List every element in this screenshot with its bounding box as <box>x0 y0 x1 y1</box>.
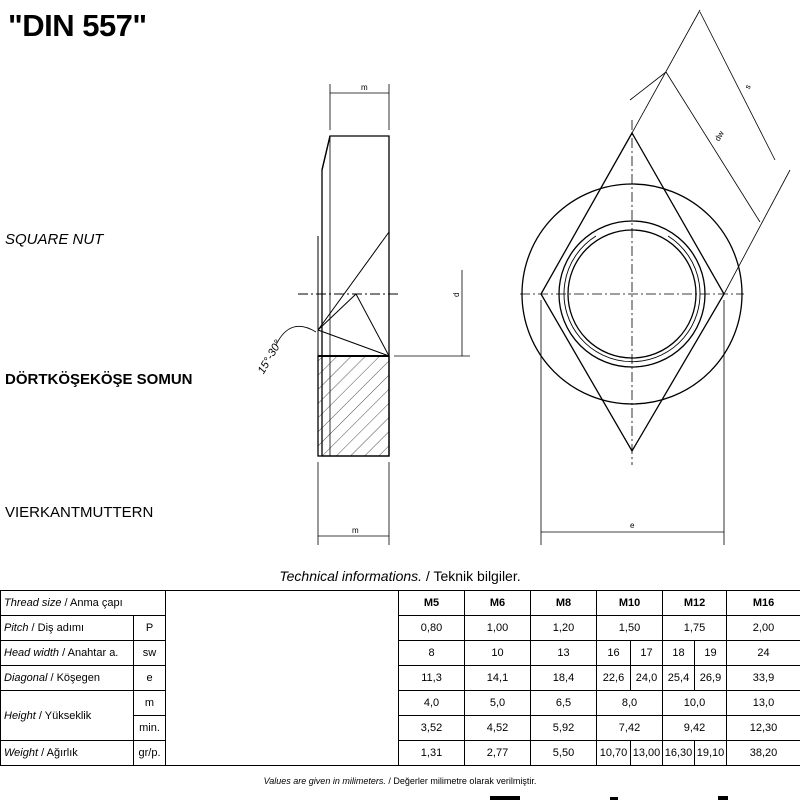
table-row: Thread size / Anma çapı M5 M6 M8 M10 M12 M16 <box>1 591 800 616</box>
watermark-area <box>166 591 399 766</box>
cell-label-en: Head width <box>4 647 60 659</box>
table-row: Weight / Ağırlık gr/p. 1,31 2,77 5,50 10,70 13,00 16,30 19,10 38,20 <box>1 741 800 766</box>
cell-label-en: Pitch <box>4 622 29 634</box>
table-cell: 1,00 <box>465 616 531 641</box>
spec-table <box>0 590 800 766</box>
cell-symbol: gr/p. <box>134 741 166 766</box>
cell-label-tr: Yükseklik <box>44 709 92 722</box>
cell-symbol: e <box>134 666 166 691</box>
table-cell: 1,50 <box>597 616 663 641</box>
caption-turkish: Teknik bilgiler. <box>433 568 521 584</box>
table-cell: M12 <box>663 591 727 616</box>
page-title: "DIN 557" <box>8 8 147 43</box>
table-cell: 25,4 <box>663 666 695 691</box>
label-german: VIERKANTMUTTERN <box>5 504 154 521</box>
table-caption <box>0 568 800 584</box>
table-cell: 16,30 <box>663 741 695 766</box>
table-cell: 3,52 <box>399 716 465 741</box>
table-cell: 2,77 <box>465 741 531 766</box>
cell-label-tr: Ağırlık <box>46 747 78 759</box>
table-cell: 1,31 <box>399 741 465 766</box>
table-cell: 24,0 <box>631 666 663 691</box>
chamfer-angle: 15°-30° <box>255 338 285 377</box>
footnote-separator: / <box>385 776 394 786</box>
cell-symbol: P <box>134 616 166 641</box>
cell-label-en: Diagonal <box>4 672 48 684</box>
table-cell: 1,20 <box>531 616 597 641</box>
table-cell: 8,0 <box>597 691 663 716</box>
table-cell: M16 <box>727 591 800 616</box>
table-cell: 7,42 <box>597 716 663 741</box>
table-cell: 8 <box>399 641 465 666</box>
table-cell: 17 <box>631 641 663 666</box>
dim-e: e <box>630 521 635 530</box>
dim-s: s <box>742 82 753 91</box>
table-cell: 22,6 <box>597 666 631 691</box>
cell-label-en: Weight <box>4 747 39 759</box>
label-turkish: DÖRTKÖŞEKÖŞE SOMUN <box>5 371 193 388</box>
table-cell: 0,80 <box>399 616 465 641</box>
table-cell: 2,00 <box>727 616 800 641</box>
table-cell: 10 <box>465 641 531 666</box>
table-cell: 13,00 <box>631 741 663 766</box>
table-cell: 4,0 <box>399 691 465 716</box>
caption-separator: / <box>422 568 434 584</box>
table-row: Pitch / Diş adımı P 0,80 1,00 1,20 1,50 1,75 2,00 <box>1 616 800 641</box>
table-cell: M10 <box>597 591 663 616</box>
cell-symbol: min. <box>134 716 166 741</box>
caption-english: Technical informations. <box>279 568 423 584</box>
table-row: Height / Yükseklik m 4,0 5,0 6,5 8,0 10,0 13,0 <box>1 691 800 716</box>
cell-symbol: m <box>134 691 166 716</box>
table-cell: 26,9 <box>695 666 727 691</box>
table-cell: 14,1 <box>465 666 531 691</box>
cell-label-tr: Diş adımı <box>37 622 85 634</box>
table-cell: 19 <box>695 641 727 666</box>
footnote-english: Values are given in milimeters. <box>263 776 386 786</box>
table-cell: M5 <box>399 591 465 616</box>
table-cell: M8 <box>531 591 597 616</box>
dim-m-top: m <box>361 83 368 92</box>
table-cell: 5,0 <box>465 691 531 716</box>
table-cell: 6,5 <box>531 691 597 716</box>
label-english: SQUARE NUT <box>5 231 104 248</box>
table-cell: 33,9 <box>727 666 800 691</box>
dim-dw: dw <box>712 129 726 143</box>
table-cell: 18 <box>663 641 695 666</box>
cell-label-en: Height <box>4 709 36 722</box>
dim-m-bottom: m <box>352 526 359 535</box>
table-cell: 4,52 <box>465 716 531 741</box>
cell-label-tr: Anma çapı <box>70 597 123 609</box>
table-cell: 12,30 <box>727 716 800 741</box>
cell-label-tr: Köşegen <box>56 672 101 684</box>
table-cell: 24 <box>727 641 800 666</box>
cell-label-tr: Anahtar a. <box>67 647 119 659</box>
table-cell: 1,75 <box>663 616 727 641</box>
side-view <box>276 84 470 545</box>
table-cell: 5,50 <box>531 741 597 766</box>
table-cell: 13 <box>531 641 597 666</box>
table-cell: 19,10 <box>695 741 727 766</box>
table-cell: 11,3 <box>399 666 465 691</box>
footnote <box>0 776 800 786</box>
table-cell: 16 <box>597 641 631 666</box>
table-row: Head width / Anahtar a. sw 8 10 13 16 17 18 19 24 <box>1 641 800 666</box>
table-cell: 18,4 <box>531 666 597 691</box>
cell-label-en: Thread size <box>4 597 62 609</box>
bottom-decoration <box>0 796 800 800</box>
table-cell: 13,0 <box>727 691 800 716</box>
footnote-turkish: Değerler milimetre olarak verilmiştir. <box>393 776 537 786</box>
cell-symbol: sw <box>134 641 166 666</box>
table-cell: 38,20 <box>727 741 800 766</box>
dim-d: d <box>452 292 461 297</box>
table-cell: 5,92 <box>531 716 597 741</box>
table-cell: 9,42 <box>663 716 727 741</box>
table-cell: M6 <box>465 591 531 616</box>
table-row: Diagonal / Köşegen e 11,3 14,1 18,4 22,6 24,0 25,4 26,9 33,9 <box>1 666 800 691</box>
table-cell: 10,70 <box>597 741 631 766</box>
table-cell: 10,0 <box>663 691 727 716</box>
